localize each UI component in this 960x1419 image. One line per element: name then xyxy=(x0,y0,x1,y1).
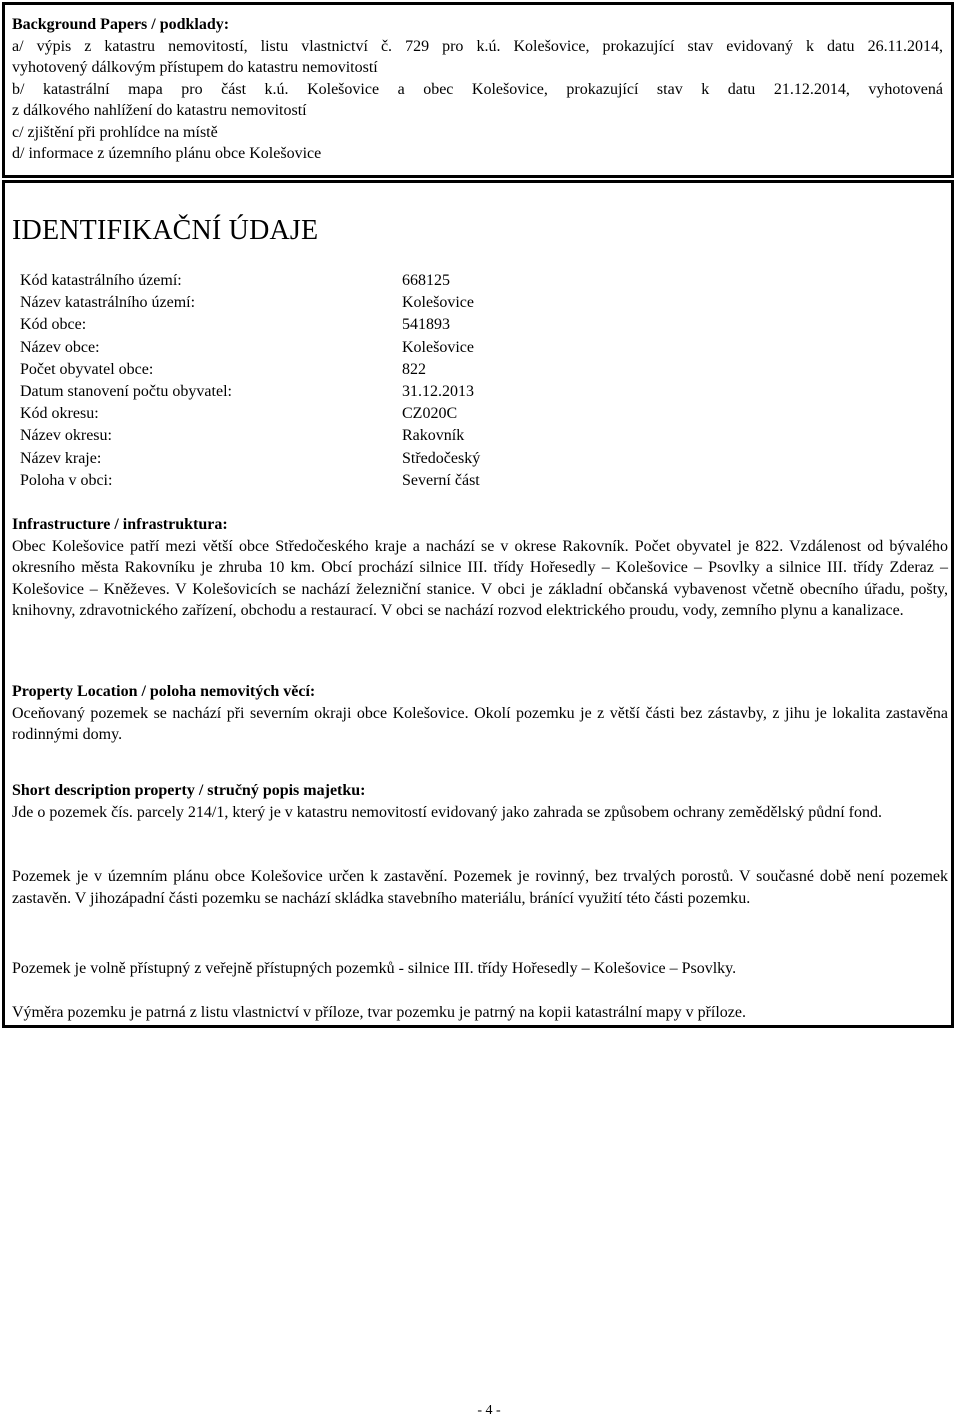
background-item-c: c/ zjištění při prohlídce na místě xyxy=(12,123,218,141)
ident-label: Název obce: xyxy=(20,338,100,356)
description-section xyxy=(12,780,948,823)
ident-label: Název okresu: xyxy=(20,427,112,445)
ident-label: Počet obyvatel obce: xyxy=(20,360,154,378)
location-heading: Property Location / poloha nemovitých věcí: xyxy=(12,683,316,700)
description-p2-block xyxy=(12,866,948,909)
description-p3-block xyxy=(12,958,948,980)
description-p4: Výměra pozemku je patrná z listu vlastnictví v příloze, tvar pozemku je patrný na kopii katastrální mapy v příloze. xyxy=(12,1004,746,1021)
description-heading: Short description property / stručný popis majetku: xyxy=(12,782,366,799)
ident-value: 31.12.2013 xyxy=(402,382,474,400)
background-item-a: a/ výpis z katastru nemovitostí, listu vlastnictví č. 729 pro k.ú. Kolešovice, prokazující stav evidovaný k datu 26.11.2014, xyxy=(12,37,943,55)
ident-label: Název katastrálního území: xyxy=(20,294,196,312)
ident-value: Středočeský xyxy=(402,449,481,467)
ident-value: Kolešovice xyxy=(402,294,474,312)
background-item-b: b/ katastrální mapa pro část k.ú. Kolešovice a obec Kolešovice, prokazující stav k datu 21.12.2014, vyhotovená xyxy=(12,80,943,98)
location-text: Oceňovaný pozemek se nachází při severním okraji obce Kolešovice. Okolí pozemku je z větší části bez zástavby, z jihu je lokalita zastavěna rodinnými domy. xyxy=(12,704,948,743)
ident-label: Kód okresu: xyxy=(20,405,99,423)
background-item-a-cont: vyhotovený dálkovým přístupem do katastru nemovitostí xyxy=(12,59,378,76)
ident-value: CZ020C xyxy=(402,405,458,423)
main-content-box xyxy=(2,180,954,1028)
ident-value: 822 xyxy=(402,360,426,378)
ident-value: Kolešovice xyxy=(402,338,474,356)
ident-label: Název kraje: xyxy=(20,449,102,467)
description-p2: Pozemek je v územním plánu obce Kolešovice určen k zastavění. Pozemek je rovinný, bez trvalých porostů. V současné době není pozemek zastavěn. V jihozápadní části pozemku se nachází skládka stavebního materiálu, bránící využití této části pozemku. xyxy=(12,868,948,907)
ident-value: 541893 xyxy=(402,316,450,334)
ident-label: Kód katastrálního území: xyxy=(20,272,182,289)
background-papers-box xyxy=(2,2,954,178)
location-section xyxy=(12,681,948,746)
description-p1: Jde o pozemek čís. parcely 214/1, který je v katastru nemovitostí evidovaný jako zahrada se způsobem ochrany zemědělský půdní fond. xyxy=(12,803,882,821)
ident-value: 668125 xyxy=(402,272,450,289)
background-item-d: d/ informace z územního plánu obce Kolešovice xyxy=(12,145,322,162)
ident-title: IDENTIFIKAČNÍ ÚDAJE xyxy=(12,215,319,246)
ident-value: Severní část xyxy=(402,471,480,489)
infrastructure-heading: Infrastructure / infrastruktura: xyxy=(12,516,228,533)
ident-label: Datum stanovení počtu obyvatel: xyxy=(20,382,232,400)
infrastructure-text: Obec Kolešovice patří mezi větší obce Středočeského kraje a nachází se v okrese Rakovník. Počet obyvatel je 822. Vzdálenost od bývalého okresního města Rakovníku je zhruba 10 km. Obcí prochází silnice III. třídy Hořesedly – Kolešovice – Psovlky a silnice III. třídy Zderaz – Kolešovice – Kněževes. V Kolešovicích se nachází železniční stanice. V obci je základní občanská vybavenost včetně obecního úřadu, pošty, knihovny, zdravotnického zařízení, obchodu a restaurací. V obci se nachází rozvod elektrického proudu, vody, zemního plynu a kanalizace. xyxy=(12,537,948,619)
background-item-b-cont: z dálkového nahlížení do katastru nemovitostí xyxy=(12,102,307,119)
ident-value: Rakovník xyxy=(402,427,465,445)
ident-label: Poloha v obci: xyxy=(20,471,113,489)
infrastructure-section xyxy=(12,514,948,622)
description-p3: Pozemek je volně přístupný z veřejně přístupných pozemků - silnice III. třídy Hořesedly – Kolešovice – Psovlky. xyxy=(12,960,737,977)
ident-label: Kód obce: xyxy=(20,316,87,334)
background-heading: Background Papers / podklady: xyxy=(12,16,230,33)
description-p4-block xyxy=(12,1002,948,1024)
page-number: - 4 - xyxy=(477,1403,501,1418)
